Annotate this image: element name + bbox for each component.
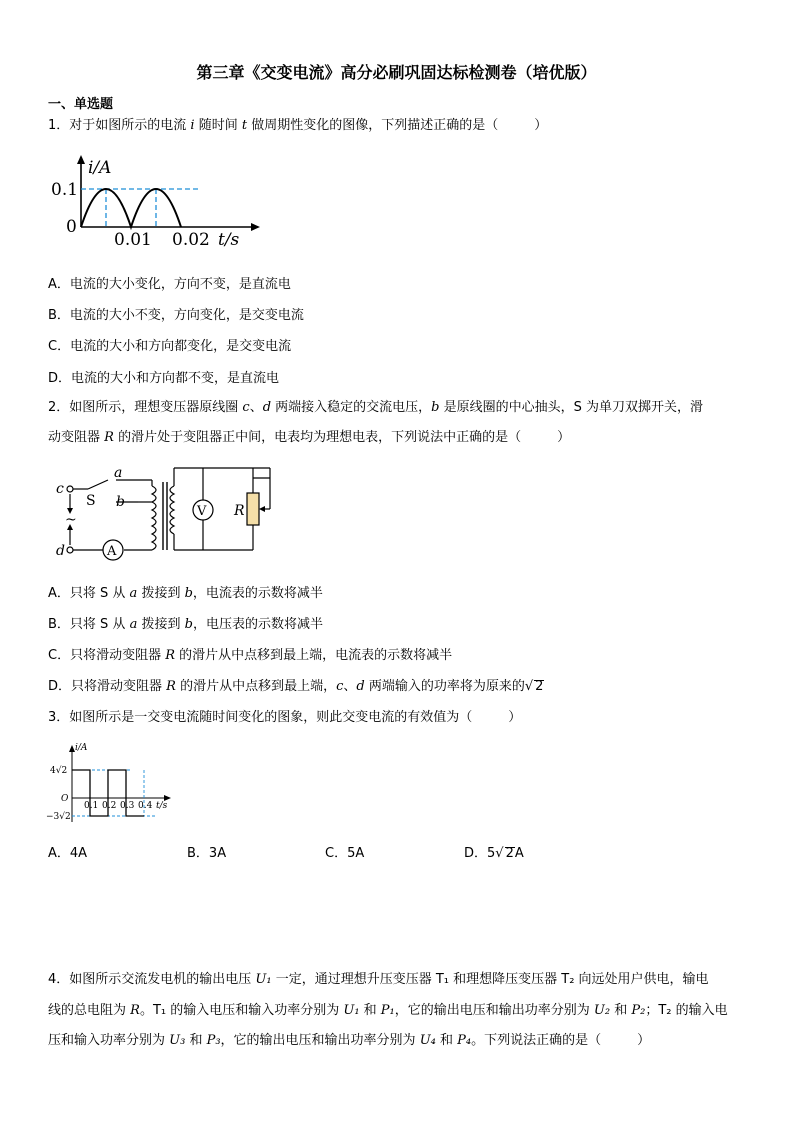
q3-origin: O (61, 794, 69, 804)
q3-xlabel: t/s (156, 801, 168, 811)
q2-option-a[interactable]: A．只将 S 从 a 拨接到 b，电流表的示数将减半 (48, 586, 323, 601)
q3-ytick-neg: −3√2 (46, 812, 71, 822)
q2-label-S: S (86, 493, 96, 509)
q3-option-b[interactable]: B．3A (187, 846, 227, 861)
question-4-line1: 4．如图所示交流发电机的输出电压 U₁ 一定，通过理想升压变压器 T₁ 和理想降压变压器 T₂ 向远处用户供电，输电 (48, 972, 709, 987)
q2-label-a: a (114, 465, 123, 481)
q1-text-end: ） (534, 118, 548, 133)
q2-secondary-coil (170, 486, 174, 534)
q3-option-a[interactable]: A．4A (48, 846, 88, 861)
q1-ytick: 0.1 (51, 180, 79, 200)
q2-option-c[interactable]: C．只将滑动变阻器 R 的滑片从中点移到最上端，电流表的示数将减半 (48, 648, 453, 663)
q1-option-a[interactable]: A．电流的大小变化，方向不变，是直流电 (48, 277, 291, 292)
q2-ac-symbol: ~ (65, 512, 77, 528)
q3-xtick-4: 0.4 (138, 801, 153, 811)
q3-square-wave-graph (44, 740, 184, 830)
section-heading: 一、单选题 (48, 97, 114, 112)
q2-switch-blade (88, 480, 108, 489)
q2-slider-arrow (259, 506, 265, 512)
q1-text-b: 随时间 (194, 118, 242, 133)
q2-label-R: R (234, 503, 245, 519)
q1-option-b[interactable]: B．电流的大小不变，方向变化，是交变电流 (48, 308, 304, 323)
q1-current-graph (48, 150, 268, 255)
q1-option-d[interactable]: D．电流的大小和方向都不变，是直流电 (48, 371, 280, 386)
q3-ytick-pos: 4√2 (50, 766, 68, 776)
q2-option-d[interactable]: D．只将滑动变阻器 R 的滑片从中点移到最上端，c、d 两端输入的功率将为原来的√ 2 (48, 679, 544, 694)
q2-voltmeter-label: V (197, 504, 207, 519)
q1-xtick-2: 0.02 (172, 230, 210, 250)
question-3-stem: 3．如图所示是一交变电流随时间变化的图象，则此交变电流的有效值为（ ） (48, 710, 522, 725)
q2-label-c: c (56, 481, 64, 497)
q1-text-a: 1．对于如图所示的电流 (48, 118, 191, 133)
q1-option-c[interactable]: C．电流的大小和方向都变化，是交变电流 (48, 339, 292, 354)
q3-xtick-2: 0.2 (102, 801, 117, 811)
q2-option-b[interactable]: B．只将 S 从 a 拨接到 b，电压表的示数将减半 (48, 617, 323, 632)
question-2-stem-line1: 2．如图所示，理想变压器原线圈 c、d 两端接入稳定的交流电压，b 是原线圈的中心抽头，S 为单刀双掷开关，滑 (48, 400, 704, 415)
q2-circuit-diagram (48, 460, 288, 565)
question-4-line2: 线的总电阻为 R。T₁ 的输入电压和输入功率分别为 U₁ 和 P₁，它的输出电压和输出功率分别为 U₂ 和 P₂；T₂ 的输入电 (48, 1003, 728, 1018)
q2-label-b: b (116, 494, 125, 510)
q1-xtick-1: 0.01 (114, 230, 152, 250)
q2-terminal-d (67, 547, 73, 553)
page-title: 第三章《交变电流》高分必刷巩固达标检测卷（培优版） (196, 63, 597, 82)
q1-text-c: 做周期性变化的图像，下列描述正确的是（ (247, 118, 499, 133)
question-4-line3: 压和输入功率分别为 U₃ 和 P₃，它的输出电压和输出功率分别为 U₄ 和 P₄。下列说法正确的是（ ） (48, 1033, 651, 1048)
q2-ammeter-label: A (107, 544, 117, 559)
q3-ylabel: i/A (75, 743, 88, 753)
question-1-stem (48, 116, 547, 136)
q2-primary-coil (152, 486, 156, 550)
q3-option-d[interactable]: D．5√ 2A (464, 846, 524, 861)
q2-rheostat (247, 493, 259, 525)
q1-var-t: t (241, 118, 248, 133)
q1-y-arrow (77, 155, 85, 164)
q1-ylabel: i/A (88, 158, 112, 178)
q2-terminal-c (67, 486, 73, 492)
q3-option-c[interactable]: C．5A (325, 846, 365, 861)
q1-curve (81, 189, 181, 227)
q1-origin: 0 (66, 217, 77, 237)
q3-xtick-3: 0.3 (120, 801, 135, 811)
q1-x-arrow (251, 223, 260, 231)
q2-label-d: d (56, 543, 65, 559)
q1-xlabel: t/s (218, 230, 240, 250)
q3-xtick-1: 0.1 (84, 801, 99, 811)
question-2-stem-line2: 动变阻器 R 的滑片处于变阻器正中间，电表均为理想电表，下列说法中正确的是（ ） (48, 430, 571, 445)
q1-var-i: i (190, 118, 195, 133)
